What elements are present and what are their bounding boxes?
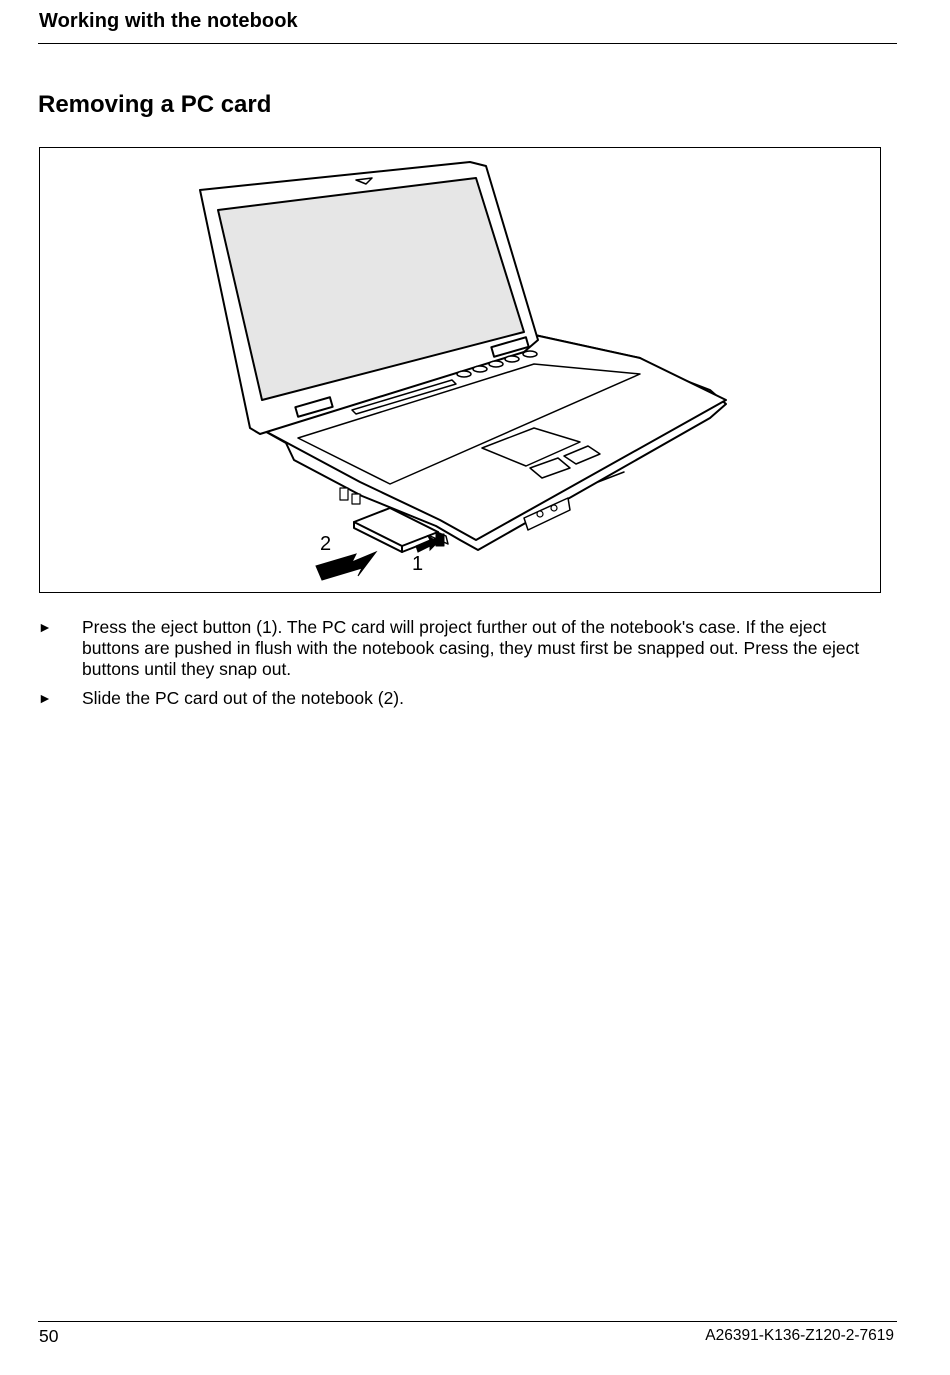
page-number: 50 <box>39 1326 59 1346</box>
side-port <box>340 488 348 500</box>
side-port <box>352 494 360 504</box>
arrow-bullet-icon: ► <box>38 619 52 635</box>
running-header-title: Working with the notebook <box>39 10 298 32</box>
step-text: Slide the PC card out of the notebook (2). <box>82 688 404 708</box>
figure-frame <box>39 147 881 593</box>
step-text: Press the eject button (1). The PC card will project further out of the notebook's case. If the eject buttons are pushed in flush with the notebook casing, they must first be snapped out. Press the eject buttons until they snap out. <box>82 617 860 679</box>
list-item <box>38 617 868 680</box>
callout-2: 2 <box>320 533 332 555</box>
footer-rule <box>38 1321 897 1322</box>
instruction-list <box>38 617 868 717</box>
callout-1: 1 <box>412 553 424 575</box>
notebook-pc-card-illustration <box>40 148 882 594</box>
section-title: Removing a PC card <box>38 91 272 118</box>
document-code: A26391-K136-Z120-2-7619 <box>705 1327 894 1344</box>
list-item <box>38 688 868 709</box>
arrow-bullet-icon: ► <box>38 690 52 706</box>
header-rule <box>38 43 897 44</box>
eject-button <box>436 534 444 546</box>
slide-out-arrow <box>316 552 376 580</box>
